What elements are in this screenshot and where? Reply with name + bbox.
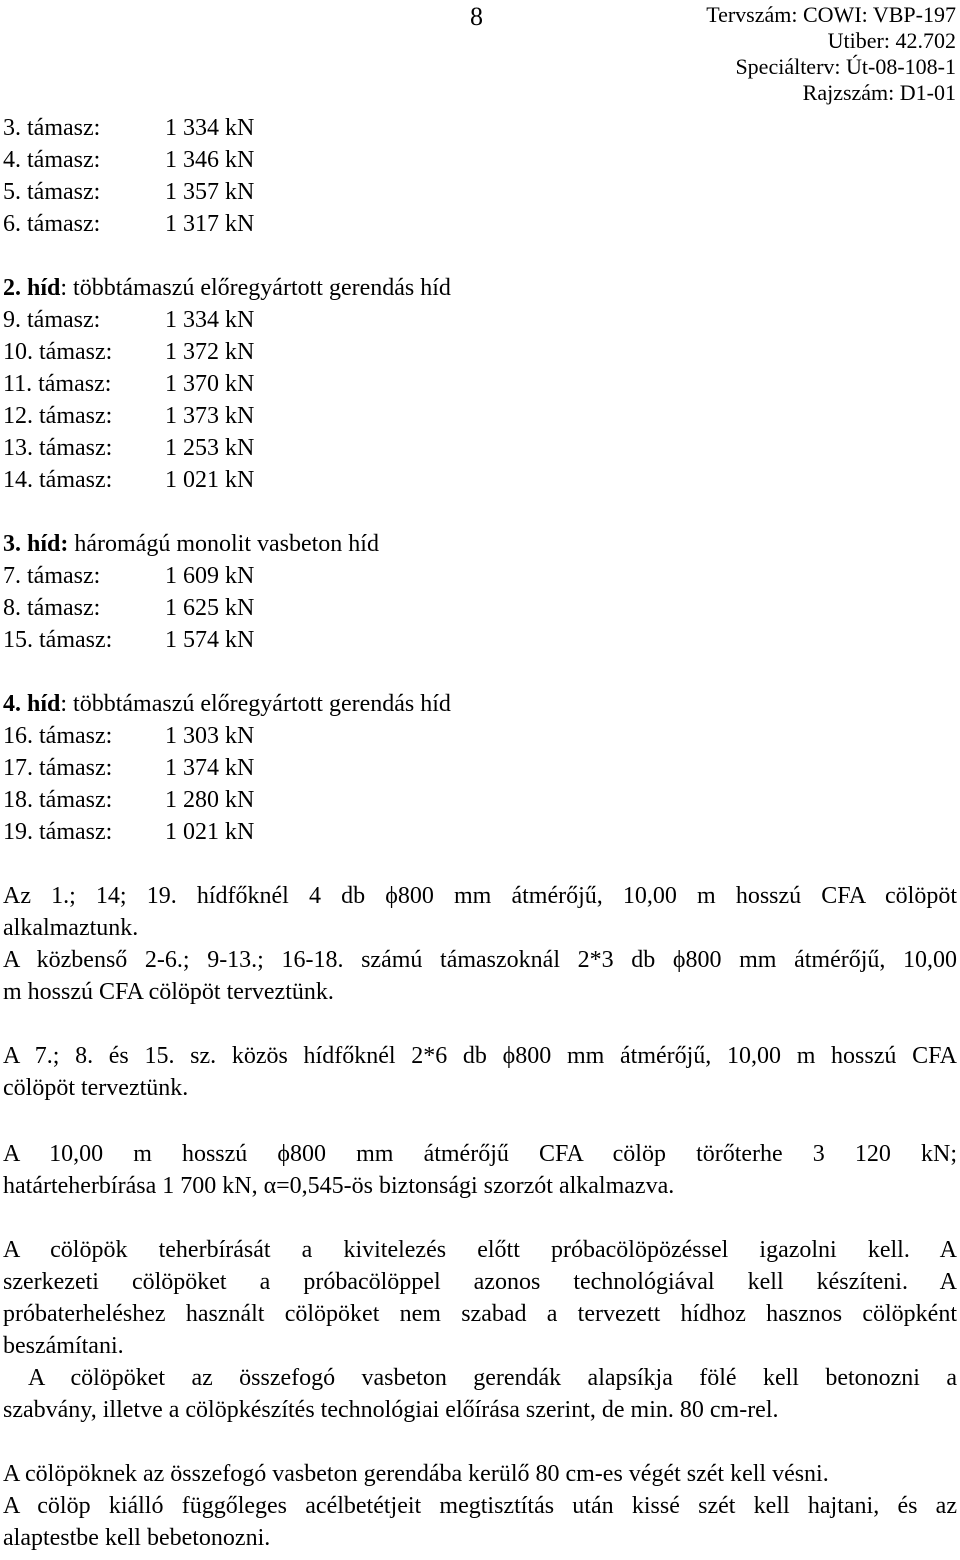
support-row bbox=[3, 752, 957, 784]
support-load: 1 625 kN bbox=[165, 595, 255, 621]
support-label: 18. támasz: bbox=[3, 787, 113, 813]
bridge2-title bbox=[3, 272, 957, 304]
text-line: szerkezeti cölöpöket a próbacölöppel azonos technológiával kell készíteni. A bbox=[3, 1269, 957, 1295]
pile-capacity-paragraph bbox=[3, 1138, 957, 1202]
text-line: A 10,00 m hosszú ϕ800 mm átmérőjű CFA cölöp törőterhe 3 120 kN; bbox=[3, 1141, 957, 1167]
text-line: A cölöp kiálló függőleges acélbetétjeit megtisztítás után kissé szét kell hajtani, és az bbox=[3, 1493, 957, 1519]
support-label: 5. támasz: bbox=[3, 179, 101, 205]
text-line: A cölöpök teherbírását a kivitelezés előtt próbacölöpözéssel igazolni kell. A bbox=[3, 1237, 957, 1263]
text-line: Az 1.; 14; 19. hídfőknél 4 db ϕ800 mm átmérőjű, 10,00 m hosszú CFA cölöpöt bbox=[3, 883, 957, 909]
text-line: m hosszú CFA cölöpöt terveztünk. bbox=[3, 979, 334, 1005]
support-row bbox=[3, 176, 957, 208]
pile-head-paragraph bbox=[3, 1458, 957, 1554]
support-row bbox=[3, 432, 957, 464]
support-label: 4. támasz: bbox=[3, 147, 101, 173]
text-line: határteherbírása 1 700 kN, α=0,545-ös biztonsági szorzót alkalmazva. bbox=[3, 1173, 675, 1199]
support-row bbox=[3, 304, 957, 336]
support-load: 1 021 kN bbox=[165, 819, 255, 845]
support-row bbox=[3, 720, 957, 752]
bridge-title-bold: 4. híd bbox=[3, 691, 61, 717]
bridge-title-bold: 2. híd bbox=[3, 275, 61, 301]
support-row bbox=[3, 464, 957, 496]
pile-testing-paragraph bbox=[3, 1234, 957, 1426]
bridge1-load-list bbox=[3, 112, 957, 240]
text-line: A 7.; 8. és 15. sz. közös hídfőknél 2*6 db ϕ800 mm átmérőjű, 10,00 m hosszú CFA bbox=[3, 1043, 957, 1069]
bridge-title-text: : többtámaszú előregyártott gerendás híd bbox=[60, 691, 451, 717]
support-load: 1 373 kN bbox=[165, 403, 255, 429]
bridge-title-bold: 3. híd: bbox=[3, 531, 69, 557]
support-load: 1 370 kN bbox=[165, 371, 255, 397]
support-label: 11. támasz: bbox=[3, 371, 112, 397]
support-label: 6. támasz: bbox=[3, 211, 101, 237]
support-label: 14. támasz: bbox=[3, 467, 113, 493]
support-load: 1 280 kN bbox=[165, 787, 255, 813]
support-row bbox=[3, 560, 957, 592]
support-row bbox=[3, 400, 957, 432]
support-label: 8. támasz: bbox=[3, 595, 101, 621]
header-drawing-number: Rajzszám: D1-01 bbox=[802, 80, 956, 105]
support-load: 1 317 kN bbox=[165, 211, 255, 237]
support-row bbox=[3, 784, 957, 816]
pile-paragraph-common-abutments bbox=[3, 1040, 957, 1104]
text-line: alkalmaztunk. bbox=[3, 915, 139, 941]
header-special-plan: Speciálterv: Út-08-108-1 bbox=[735, 54, 956, 79]
bridge4-title bbox=[3, 688, 957, 720]
bridge3-title bbox=[3, 528, 957, 560]
header-utiber: Utiber: 42.702 bbox=[827, 28, 956, 53]
support-load: 1 609 kN bbox=[165, 563, 255, 589]
support-load: 1 021 kN bbox=[165, 467, 255, 493]
text-line: A cölöpöket az összefogó vasbeton gerendák alapsíkja fölé kell betonozni a bbox=[3, 1365, 957, 1391]
support-row bbox=[3, 208, 957, 240]
support-label: 16. támasz: bbox=[3, 723, 113, 749]
bridge-title-text: : többtámaszú előregyártott gerendás híd bbox=[60, 275, 451, 301]
support-row bbox=[3, 144, 957, 176]
support-load: 1 334 kN bbox=[165, 307, 255, 333]
bridge4-section bbox=[3, 688, 957, 848]
support-label: 9. támasz: bbox=[3, 307, 101, 333]
text-line: szabvány, illetve a cölöpkészítés technológiai előírása szerint, de min. 80 cm-rel. bbox=[3, 1397, 779, 1423]
text-line: alaptestbe kell bebetonozni. bbox=[3, 1525, 271, 1551]
header-plan-number: Tervszám: COWI: VBP-197 bbox=[706, 2, 956, 27]
support-load: 1 346 kN bbox=[165, 147, 255, 173]
bridge-title-text: háromágú monolit vasbeton híd bbox=[68, 531, 379, 557]
text-line: A cölöpöknek az összefogó vasbeton gerendába kerülő 80 cm-es végét szét kell vésni. bbox=[3, 1461, 829, 1487]
support-label: 7. támasz: bbox=[3, 563, 101, 589]
text-line: A közbenső 2-6.; 9-13.; 16-18. számú támaszoknál 2*3 db ϕ800 mm átmérőjű, 10,00 bbox=[3, 947, 957, 973]
support-load: 1 303 kN bbox=[165, 723, 255, 749]
support-row bbox=[3, 368, 957, 400]
support-label: 10. támasz: bbox=[3, 339, 113, 365]
bridge3-section bbox=[3, 528, 957, 656]
support-row bbox=[3, 624, 957, 656]
support-label: 15. támasz: bbox=[3, 627, 113, 653]
support-load: 1 574 kN bbox=[165, 627, 255, 653]
support-label: 13. támasz: bbox=[3, 435, 113, 461]
bridge2-section bbox=[3, 272, 957, 496]
text-line: beszámítani. bbox=[3, 1333, 124, 1359]
support-label: 19. támasz: bbox=[3, 819, 113, 845]
support-row bbox=[3, 336, 957, 368]
pile-paragraph-abutments bbox=[3, 880, 957, 1008]
document-body bbox=[3, 112, 957, 1554]
text-line: cölöpöt terveztünk. bbox=[3, 1075, 189, 1101]
support-load: 1 357 kN bbox=[165, 179, 255, 205]
support-label: 17. támasz: bbox=[3, 755, 113, 781]
support-row bbox=[3, 112, 957, 144]
support-load: 1 253 kN bbox=[165, 435, 255, 461]
support-row bbox=[3, 592, 957, 624]
support-row bbox=[3, 816, 957, 848]
support-label: 3. támasz: bbox=[3, 115, 101, 141]
text-line: próbaterheléshez használt cölöpöket nem szabad a tervezett hídhoz hasznos cölöpként bbox=[3, 1301, 957, 1327]
support-load: 1 334 kN bbox=[165, 115, 255, 141]
support-label: 12. támasz: bbox=[3, 403, 113, 429]
support-load: 1 372 kN bbox=[165, 339, 255, 365]
page-number: 8 bbox=[470, 2, 483, 31]
support-load: 1 374 kN bbox=[165, 755, 255, 781]
document-header bbox=[706, 2, 956, 106]
